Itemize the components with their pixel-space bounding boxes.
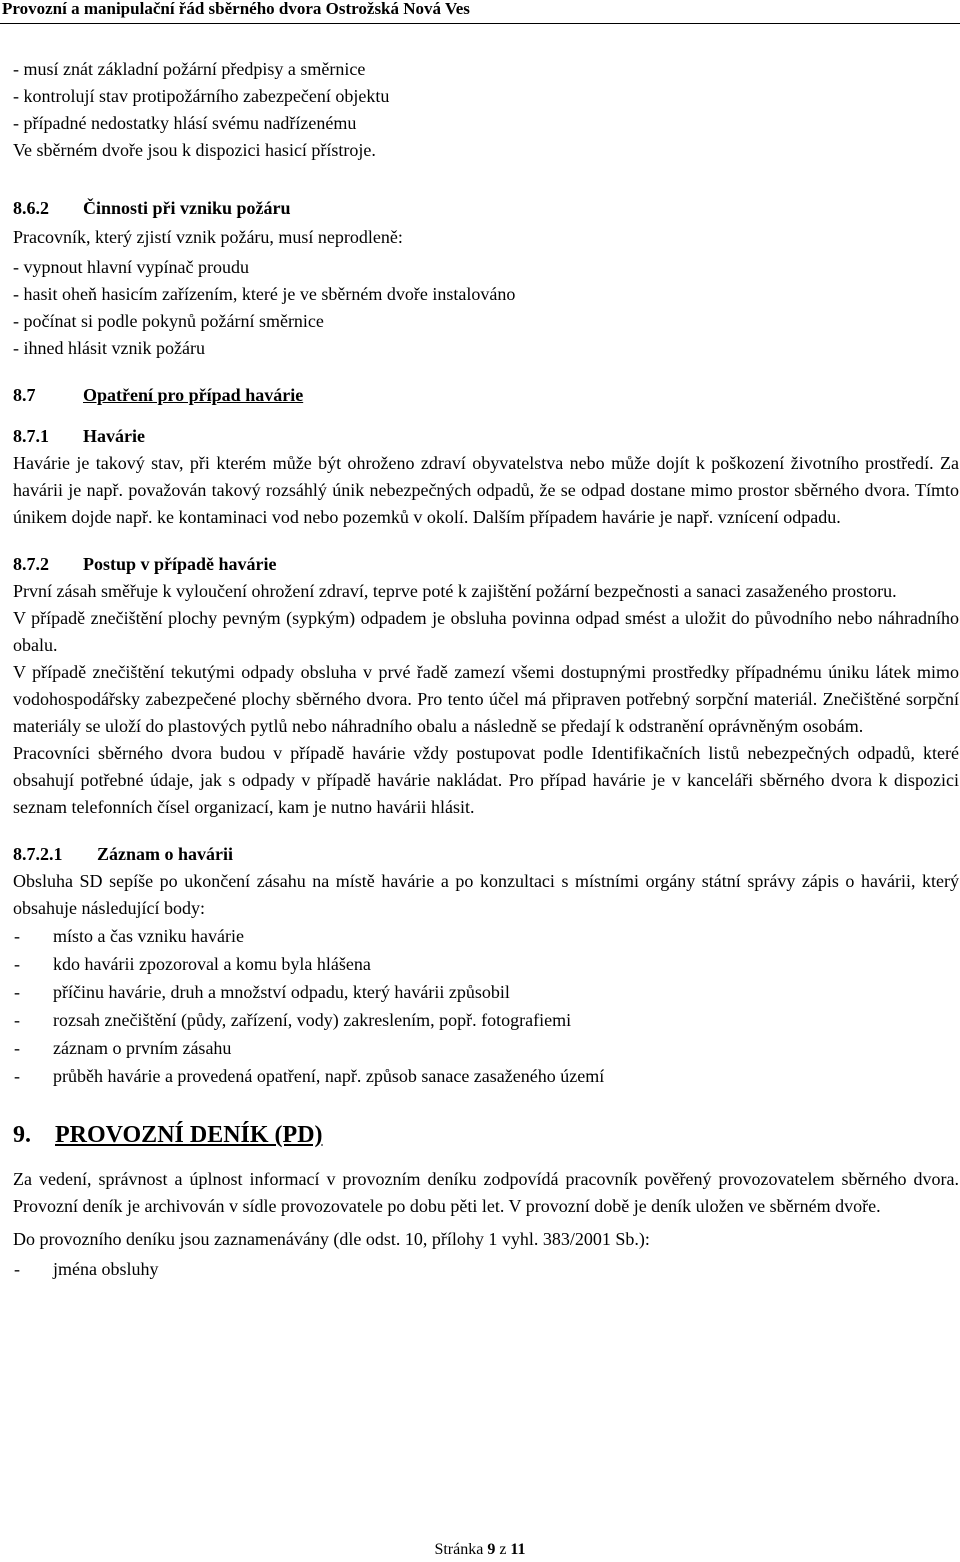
heading-title: Činnosti při vzniku požáru (83, 198, 291, 218)
heading-title: Havárie (83, 426, 145, 446)
heading-title: Opatření pro případ havárie (83, 385, 304, 405)
list-item: - vypnout hlavní vypínač proudu (13, 257, 249, 277)
heading-number: 8.7 (13, 385, 36, 405)
intro-line: Ve sběrném dvoře jsou k dispozici hasicí přístroje. (13, 140, 376, 160)
page-footer (0, 1540, 960, 1560)
paragraph: V případě znečištění plochy pevným (sypkým) odpadem je obsluha povinna odpad smést a uložit do původního nebo náhradního obalu. (13, 608, 959, 655)
paragraph: Havárie je takový stav, při kterém může být ohroženo zdraví obyvatelstva nebo může dojít k poškození životního prostředí. Za havárii je např. považován takový rozsáhlý únik nebezpečných odpadů, že se odpad dostane mimo prostor sběrného dvora. Tímto únikem dojde např. ke kontaminaci vod nebo pozemků v okolí. Dalším případem havárie je např. vznícení odpadu. (13, 453, 959, 527)
paragraph: V případě znečištění tekutými odpady obsluha v prvé řadě zamezí všemi dostupnými prostředky případnému úniku látek mimo vodohospodářsky zabezpečené plochy sběrného dvora. Pro tento účel má připraven potřebný sorpční materiál. Znečištěné sorpční materiály se uloží do plastových pytlů nebo náhradního obalu a následně se předají k odstranění oprávněným osobám. (13, 662, 959, 736)
list-item: - jména obsluhy (13, 1255, 959, 1283)
heading-8-7 (13, 382, 959, 409)
list-item: - kdo havárii zpozoroval a komu byla hlášena (13, 950, 959, 978)
paragraph: Do provozního deníku jsou zaznamenávány (dle odst. 10, přílohy 1 vyhl. 383/2001 Sb.): (13, 1229, 650, 1249)
paragraph: Pracovníci sběrného dvora budou v případě havárie vždy postupovat podle Identifikačních listů nebezpečných odpadů, které obsahují potřebné údaje, jak s odpady v případě havárie nakládat. Pro případ havárie je v kanceláři sběrného dvora k dispozici seznam telefonních čísel organizací, kam je nutno havárii hlásit. (13, 743, 959, 817)
footer-prefix: Stránka (434, 1541, 488, 1558)
list-item: - rozsah znečištění (půdy, zařízení, vody) zakreslením, popř. fotografiemi (13, 1006, 959, 1034)
heading-number: 8.7.2.1 (13, 844, 63, 864)
list-item: - průběh havárie a provedená opatření, např. způsob sanace zasaženého území (13, 1062, 959, 1090)
heading-8-7-2-1 (13, 841, 959, 868)
list-item: - místo a čas vzniku havárie (13, 922, 959, 950)
list-item: - záznam o prvním zásahu (13, 1034, 959, 1062)
page-header: Provozní a manipulační řád sběrného dvora Ostrožská Nová Ves (0, 0, 960, 24)
intro-line: - musí znát základní požární předpisy a směrnice (13, 59, 366, 79)
page-total: 11 (510, 1541, 526, 1558)
page-number: 9 (487, 1541, 496, 1558)
heading-title: PROVOZNÍ DENÍK (PD) (55, 1122, 323, 1148)
footer-mid: z (495, 1541, 511, 1558)
paragraph: Za vedení, správnost a úplnost informací v provozním deníku zodpovídá pracovník pověřený provozovatelem sběrného dvora. Provozní deník je archivován v sídle provozovatele po dobu pěti let. V provozní době je deník uložen ve sběrném dvoře. (13, 1169, 959, 1216)
bullet-list (13, 1255, 959, 1283)
heading-number: 9. (13, 1122, 31, 1148)
document-body (13, 56, 959, 1283)
intro-line: - kontrolují stav protipožárního zabezpečení objektu (13, 86, 390, 106)
heading-title: Postup v případě havárie (83, 554, 277, 574)
paragraph: První zásah směřuje k vyloučení ohrožení zdraví, teprve poté k zajištění požární bezpečnosti a sanaci zasaženého prostoru. (13, 581, 897, 601)
list-item: - ihned hlásit vznik požáru (13, 338, 205, 358)
paragraph-lead: Pracovník, který zjistí vznik požáru, musí neprodleně: (13, 227, 403, 247)
paragraph: Obsluha SD sepíše po ukončení zásahu na místě havárie a po konzultaci s místními orgány státní správy zápis o havárii, který obsahuje následující body: (13, 871, 959, 918)
list-item: - počínat si podle pokynů požární směrnice (13, 311, 324, 331)
heading-8-7-1 (13, 423, 959, 450)
list-item: - hasit oheň hasicím zařízením, které je ve sběrném dvoře instalováno (13, 284, 516, 304)
heading-number: 8.7.1 (13, 426, 49, 446)
list-item: - příčinu havárie, druh a množství odpadu, který havárii způsobil (13, 978, 959, 1006)
bullet-list (13, 922, 959, 1090)
heading-number: 8.6.2 (13, 198, 49, 218)
heading-8-7-2 (13, 551, 959, 578)
intro-line: - případné nedostatky hlásí svému nadřízenému (13, 113, 357, 133)
heading-8-6-2 (13, 195, 959, 222)
heading-title: Záznam o havárii (97, 844, 234, 864)
heading-number: 8.7.2 (13, 554, 49, 574)
heading-9 (13, 1120, 959, 1150)
